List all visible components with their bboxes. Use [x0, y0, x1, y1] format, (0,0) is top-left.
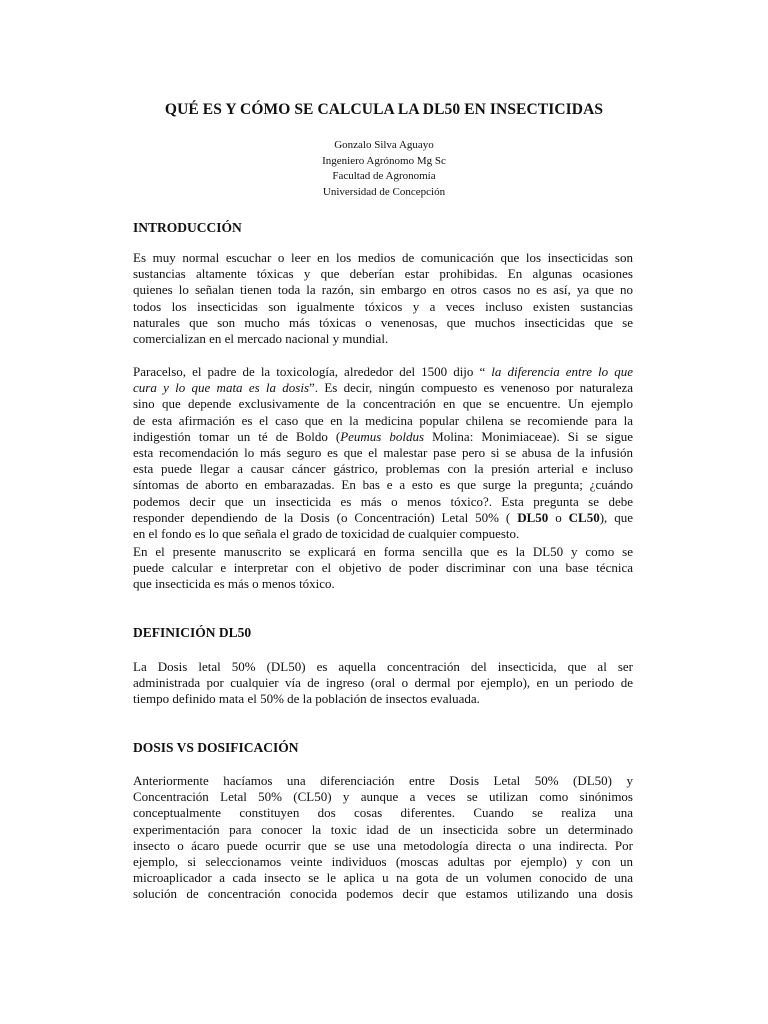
text-line: esta recomendación lo más seguro es que el malestar pase pero si se abusa de la infusión — [133, 445, 633, 461]
species-name-italic: Peumus boldus — [340, 428, 425, 444]
section-heading-definicion: DEFINICIÓN DL50 — [133, 625, 252, 640]
text-line: síntomas de aborto en embarazadas. En bas e a esto es que surge la pregunta; ¿cuándo — [133, 477, 633, 493]
author-block — [0, 138, 768, 200]
text-run: ), que — [599, 509, 633, 525]
text-line — [133, 429, 633, 445]
document-title: QUÉ ES Y CÓMO SE CALCULA LA DL50 EN INSECTICIDAS — [164, 101, 604, 118]
text-line: quienes lo señalan tienen toda la razón, sin embargo en otros casos no es así, ya que no — [133, 282, 633, 298]
text-line: microaplicador a cada insecto se le aplica u na gota de un volumen conocido de una — [133, 870, 633, 886]
text-line: podemos decir que un insecticida es más o menos tóxico?. Esta pregunta se debe — [133, 493, 633, 509]
text-line: experimentación para conocer la toxic idad de un insecticida sobre un determinado — [133, 821, 633, 837]
text-line: En el presente manuscrito se explicará en forma sencilla que es la DL50 y como se — [133, 544, 633, 559]
text-line — [133, 364, 633, 380]
text-line — [133, 510, 633, 526]
text-run: Molina: Monimiaceae). Si se sigue — [424, 428, 633, 444]
text-line: puede calcular e interpretar con el objetivo de poder discriminar con una base técnica — [133, 560, 633, 576]
text-line: insecto o ácaro puede ocurrir que se use una metodología directa o una indirecta. Por — [133, 837, 633, 853]
dosis-paragraph — [133, 773, 633, 903]
text-line: La Dosis letal 50% (DL50) es aquella concentración del insecticida, que al ser — [133, 659, 633, 674]
text-line — [133, 380, 633, 396]
intro-paragraph-3 — [133, 544, 633, 593]
text-line: conceptualmente constituyen dos cosas diferentes. Cuando se realiza una — [133, 805, 633, 821]
text-run: o — [548, 509, 569, 525]
text-line: que insecticida es más o menos tóxico. — [133, 576, 335, 592]
text-run: responder dependiendo de la Dosis (o Concentración) Letal 50% ( — [133, 509, 518, 525]
intro-paragraph-1 — [133, 250, 633, 347]
text-line: todos los insecticidas son igualmente tóxicos y a veces incluso existen sustancias — [133, 298, 633, 314]
definition-paragraph — [133, 659, 633, 708]
dl50-bold: DL50 — [517, 509, 549, 525]
text-line: comercializan en el mercado nacional y mundial. — [133, 331, 389, 347]
text-line: administrada por cualquier vía de ingreso (oral o dermal por ejemplo), en un periodo de — [133, 675, 633, 691]
cl50-bold: CL50 — [568, 509, 600, 525]
text-line: ejemplo, si seleccionamos veinte individuos (moscas adultas por ejemplo) y con un — [133, 854, 633, 870]
author-university: Universidad de Concepción — [322, 185, 446, 198]
text-line: de esta afirmación es el caso que en la medicina popular chilena se recomiende para la — [133, 412, 633, 428]
intro-paragraph-2 — [133, 364, 633, 542]
text-line: solución de concentración conocida podemos decir que estamos utilizando una dosis — [133, 886, 633, 902]
author-position: Ingeniero Agrónomo Mg Sc — [322, 154, 446, 167]
quote-italic: la diferencia entre lo que — [485, 364, 633, 379]
text-run: ”. Es decir, ningún compuesto es venenoso por naturaleza — [309, 380, 633, 396]
text-line: en el fondo es lo que señala el grado de toxicidad de cualquier compuesto. — [133, 526, 520, 542]
text-line: naturales que son mucho más tóxicas o venenosas, que muchos insecticidas que se — [133, 314, 633, 330]
text-line: esta puede llegar a causar cáncer gástrico, problemas con la presión arterial e incluso — [133, 461, 633, 477]
text-line: sustancias altamente tóxicas y que deberían estar prohibidas. En algunas ocasiones — [133, 266, 633, 282]
text-line: sino que depende exclusivamente de la concentración en que se encuentre. Un ejemplo — [133, 396, 633, 412]
quote-italic: cura y lo que mata es la dosis — [133, 380, 310, 396]
text-line: Anteriormente hacíamos una diferenciación entre Dosis Letal 50% (DL50) y — [133, 773, 633, 788]
text-line: tiempo definido mata el 50% de la población de insectos evaluada. — [133, 691, 480, 707]
author-faculty: Facultad de Agronomía — [332, 170, 436, 182]
text-line: Es muy normal escuchar o leer en los medios de comunicación que los insecticidas son — [133, 250, 633, 265]
text-line: Concentración Letal 50% (CL50) y aunque a veces se utilizan como sinónimos — [133, 789, 633, 805]
section-heading-dosis: DOSIS VS DOSIFICACIÓN — [133, 740, 299, 755]
text-run: Paracelso, el padre de la toxicología, alrededor del 1500 dijo “ — [133, 364, 486, 379]
author-name: Gonzalo Silva Aguayo — [334, 139, 434, 151]
section-heading-introduccion: INTRODUCCIÓN — [133, 220, 242, 235]
text-run: indigestión tomar un té de Boldo ( — [133, 428, 341, 444]
